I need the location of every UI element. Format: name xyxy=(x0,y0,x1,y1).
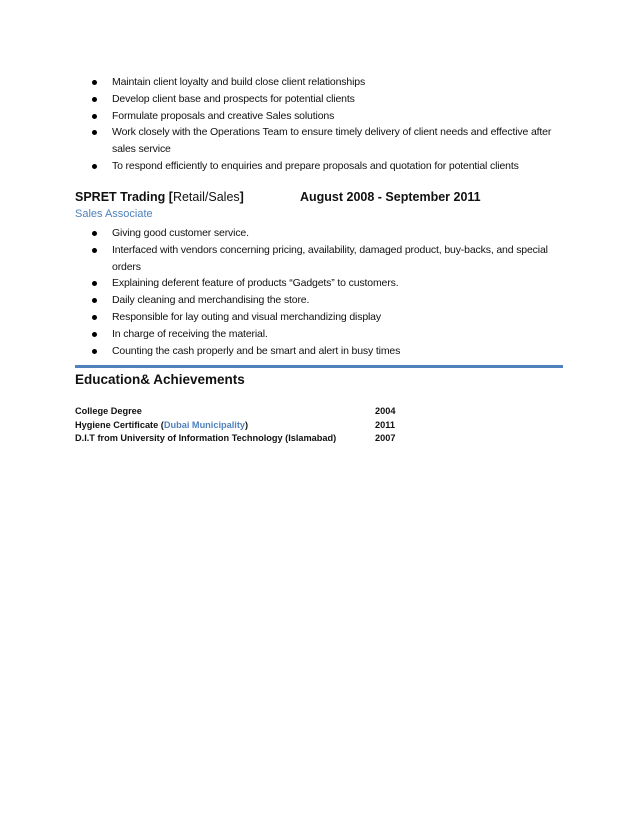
bullet-icon xyxy=(92,281,97,286)
close-bracket: ] xyxy=(239,190,244,204)
education-heading: Education& Achievements xyxy=(75,372,245,387)
list-item: Daily cleaning and merchandising the store. xyxy=(92,292,572,309)
job-dates: August 2008 - September 2011 xyxy=(300,190,481,204)
list-item: Explaining deferent feature of products “Gadgets” to customers. xyxy=(92,275,572,292)
bullet-icon xyxy=(92,349,97,354)
education-entry: Hygiene Certificate (Dubai Municipality) 2011 xyxy=(75,419,405,433)
bullet-icon xyxy=(92,97,97,102)
bullet-icon xyxy=(92,315,97,320)
list-item: Work closely with the Operations Team to ensure timely delivery of client needs and effective after sales service xyxy=(92,124,572,158)
bullet-icon xyxy=(92,114,97,119)
education-year: 2007 xyxy=(375,433,396,443)
list-item: Giving good customer service. xyxy=(92,225,572,242)
job-role: Sales Associate xyxy=(75,208,153,220)
list-item: Maintain client loyalty and build close client relationships xyxy=(92,74,572,91)
list-item: To respond efficiently to enquiries and prepare proposals and quotation for potential clients xyxy=(92,158,572,175)
bullet-icon xyxy=(92,80,97,85)
list-item: In charge of receiving the material. xyxy=(92,326,572,343)
open-bracket: [ xyxy=(168,190,173,204)
list-item: Counting the cash properly and be smart and alert in busy times xyxy=(92,343,572,360)
company-name: SPRET Trading xyxy=(75,190,166,204)
job-title xyxy=(75,190,244,204)
bullet-icon xyxy=(92,164,97,169)
responsibilities-list xyxy=(92,74,572,175)
list-item: Interfaced with vendors concerning pricing, availability, damaged product, buy-backs, and special orders xyxy=(92,242,572,276)
education-entry: D.I.T from University of Information Technology (Islamabad) 2007 xyxy=(75,432,405,446)
duties-list xyxy=(92,225,572,359)
education-year: 2011 xyxy=(375,419,395,430)
section-divider xyxy=(75,365,563,368)
issuer-highlight: Dubai Municipality xyxy=(163,419,246,430)
bullet-icon xyxy=(92,248,97,253)
bullet-icon xyxy=(92,130,97,135)
bullet-icon xyxy=(92,332,97,337)
list-item: Develop client base and prospects for potential clients xyxy=(92,91,572,108)
education-entry: College Degree 2004 xyxy=(75,405,405,419)
bullet-icon xyxy=(92,231,97,236)
list-item: Responsible for lay outing and visual merchandizing display xyxy=(92,309,572,326)
education-list xyxy=(75,405,405,446)
bullet-icon xyxy=(92,298,97,303)
list-item: Formulate proposals and creative Sales solutions xyxy=(92,108,572,125)
job-category: Retail/Sales xyxy=(172,190,240,204)
education-year: 2004 xyxy=(375,406,396,416)
